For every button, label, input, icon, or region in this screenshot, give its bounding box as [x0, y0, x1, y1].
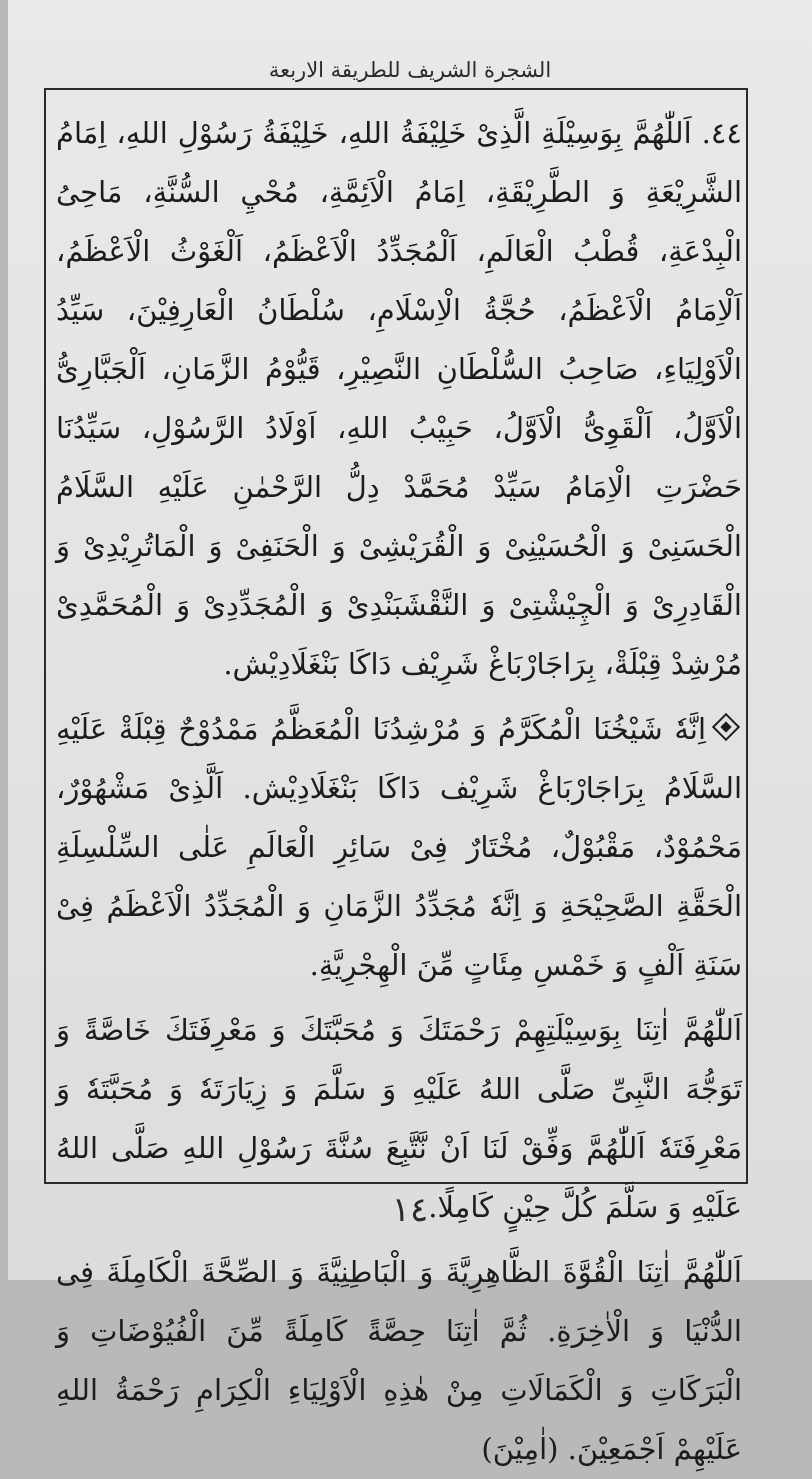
- page-header: الشجرة الشريف للطريقة الاربعة: [268, 58, 552, 82]
- diamond-bullet-icon: [712, 713, 740, 741]
- paragraph-text: اِنَّهٗ شَيْخُنَا الْمُكَرَّمُ وَ مُرْشِدُنَا الْمُعَظَّمُ مَمْدُوْحٌ قِبْلَةْ عَلَيْهِ السَّلَامُ بِرَاجَارْبَاغْ شَرِيْف دَاكَا بَنْغَلَادِيْش. اَلَّذِىْ مَشْهُوْرٌ، مَحْمُوْدٌ، مَقْبُوْلٌ، مُخْتَارٌ فِىْ سَائِرِ الْعَالَمِ عَلٰى السِّلْسِلَةِ الْحَقَّةِ الصَّحِيْحَةِ وَ اِنَّهٗ مُجَدِّدُ الزَّمَانِ وَ الْمُجَدِّدُ الْاَعْظَمُ فِىْ سَنَةِ اَلْفٍ وَ خَمْسِ مِئَاتٍ مِّنَ الْهِجْرِيَّةِ.: [56, 712, 742, 982]
- paragraph-44: [56, 104, 742, 694]
- paragraph-dua-2: [56, 1243, 742, 1479]
- page-number: ١٤: [391, 1190, 429, 1230]
- paragraph-text: اَللّٰهُمَّ اٰتِنَا بِوَسِيْلَتِهِمْ رَحْمَتَكَ وَ مُحَبَّتَكَ وَ مَعْرِفَتَكَ خَاصَّةً وَ تَوَجُّهَ النَّبِىِّ صَلَّى اللهُ عَلَيْهِ وَ سَلَّمَ وَ زِيَارَتَهٗ وَ مُحَبَّتَهٗ وَ مَعْرِفَتَهٗ اَللّٰهُمَّ وَفِّقْ لَنَا اَنْ نَّتَّبِعَ سُنَّةَ رَسُوْلِ اللهِ صَلَّى اللهُ عَلَيْهِ وَ سَلَّمَ كُلَّ حِيْنٍ كَامِلًا.: [56, 1013, 742, 1224]
- book-page: [8, 0, 812, 1466]
- page-body: [56, 104, 742, 1479]
- paragraph-text: اَللّٰهُمَّ بِوَسِيْلَةِ الَّذِىْ خَلِيْفَةُ اللهِ، خَلِيْفَةُ رَسُوْلِ اللهِ، اِمَامُ الشَّرِيْعَةِ وَ الطَّرِيْقَةِ، اِمَامُ الْاَئِمَّةِ، مُحْيِ السُّنَّةِ، مَاحِىُ الْبِدْعَةِ، قُطْبُ الْعَالَمِ، اَلْمُجَدِّدُ الْاَعْظَمُ، اَلْغَوْثُ الْاَعْظَمُ، اَلْاِمَامُ الْاَعْظَمُ، حُجَّةُ الْاِسْلَامِ، سُلْطَانُ الْعَارِفِيْنَ، سَيِّدُ الْاَوْلِيَاءِ، صَاحِبُ السُّلْطَانِ النَّصِيْرِ، قَيُّوْمُ الزَّمَانِ، اَلْجَبَّارِىُّ الْاَوَّلُ، اَلْقَوِىُّ الْاَوَّلُ، حَبِيْبُ اللهِ، اَوْلَادُ الرَّسُوْلِ، سَيِّدُنَا حَضْرَتِ الْاِمَامُ سَيِّدْ مُحَمَّدْ دِلُّ الرَّحْمٰنِ عَلَيْهِ السَّلَامُ الْحَسَنِىْ وَ الْحُسَيْنِىْ وَ الْقُرَيْشِىْ وَ الْحَنَفِىْ وَ الْمَاتُرِيْدِىْ وَ الْقَادِرِىْ وَ الْچِيْشْتِىْ وَ النَّقْشَبَنْدِىْ وَ الْمُجَدِّدِىْ وَ الْمُحَمَّدِىْ مُرْشِدْ قِبْلَةْ، بِرَاجَارْبَاغْ شَرِيْف دَاكَا بَنْغَلَادِيْش.: [56, 116, 742, 681]
- paragraph-text: اَللّٰهُمَّ اٰتِنَا الْقُوَّةَ الظَّاهِرِيَّةَ وَ الْبَاطِنِيَّةَ وَ الصِّحَّةَ الْكَامِلَةَ فِى الدُّنْيَا وَ الْاٰخِرَةِ. ثُمَّ اٰتِنَا حِصَّةً كَامِلَةً مِّنَ الْفُيُوْضَاتِ وَ الْبَرَكَاتِ وَ الْكَمَالَاتِ مِنْ هٰذِهِ الْاَوْلِيَاءِ الْكِرَامِ رَحْمَةُ اللهِ عَلَيْهِمْ اَجْمَعِيْنَ. (اٰمِيْنَ): [56, 1255, 742, 1466]
- paragraph-shaikh: [56, 700, 742, 995]
- paragraph-number: ٤٤.: [701, 116, 742, 150]
